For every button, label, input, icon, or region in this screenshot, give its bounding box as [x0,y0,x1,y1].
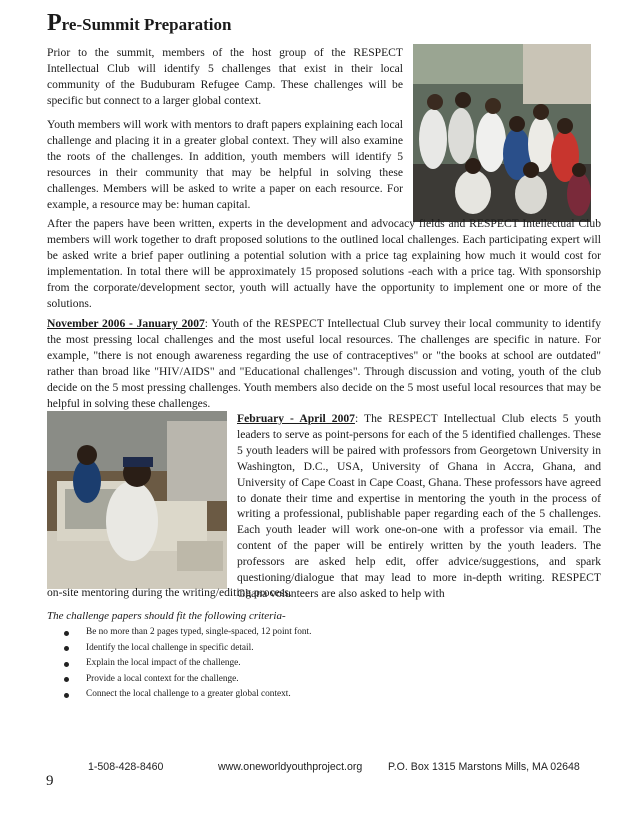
footer-website: www.oneworldyouthproject.org [218,761,363,773]
paragraph-prior-to-summit: Prior to the summit, members of the host group of the RESPECT Intellectual Club will identify 5 challenges that exist in their local community of the Buduburam Refugee Camp. These challenges will be specific but connect to a larger global context. [47,46,403,107]
list-item: Explain the local impact of the challenge. [64,656,311,672]
mentors-paragraph-block [47,117,403,212]
list-item: Connect the local challenge to a greater global context. [64,687,311,703]
paragraph-february-april [237,411,601,602]
bullet-icon [64,693,69,698]
computer-lab-photo-image [47,411,227,589]
date-nov-jan: November 2006 - January 2007 [47,317,205,330]
intro-paragraph [47,45,403,109]
list-item: Be no more than 2 pages typed, single-spaced, 12 point font. [64,625,311,641]
group-photo [413,44,591,222]
february-paragraph-tail [47,585,601,601]
title-initial: P [47,10,62,36]
computer-lab-photo [47,411,227,589]
date-feb-apr: February - April 2007 [237,412,355,425]
solutions-paragraph-block [47,216,601,311]
paragraph-november-january [47,316,601,411]
list-item: Provide a local context for the challenge. [64,672,311,688]
group-photo-image [413,44,591,222]
bullet-icon [64,646,69,651]
title-rest: re-Summit Preparation [61,15,232,34]
page-number: 9 [46,773,54,789]
paragraph-after-papers: After the papers have been written, experts in the development and advocacy fields and RESPECT Intellectual Club members will work together to draft proposed solutions to the outlined local challenges. Each participating expert will be asked write a brief paper outlining a potential solution with a price tag explaining how much it would cost for implementation. In total there will be approximately 15 proposed solutions -each with a price tag. With sponsorship from the corporate/development sector, youth will actually have the opportunity to implement one or more of the solutions. [47,217,601,310]
bullet-icon [64,677,69,682]
footer-phone: 1-508-428-8460 [88,761,164,773]
november-paragraph-block [47,316,601,411]
footer-address: P.O. Box 1315 Marstons Mills, MA 02648 [388,761,580,773]
bullet-icon [64,631,69,636]
nov-jan-text: : Youth of the RESPECT Intellectual Club survey their local community to identify the most pressing local challenges and the most useful local resources. The challenges are specific in nature. For example, "there is not enough awareness regarding the use of contraceptives" or "the books at school are outdated" rather than broad like "HIV/AIDS" and "Educational challenges". Through discussion and voting, youth of the club decide on the 5 most pressing challenges. Youth members also decide on the 5 most useful local resources that may be helpful in solving these challenges. [47,317,601,410]
paragraph-february-april-tail: on-site mentoring during the writing/editing process. [47,586,292,599]
criteria-intro: The challenge papers should fit the following criteria- [47,610,286,622]
paragraph-youth-mentors: Youth members will work with mentors to draft papers explaining each local challenge and placing it in a greater global context. They will also examine the roots of the challenges. In addition, youth members will identify 5 resources in their community that may be helpful in solving these challenges. Members will be asked to write a paper on each resource. For example, a resource may be: human capital. [47,118,403,211]
criteria-list [64,625,311,703]
bullet-icon [64,662,69,667]
february-paragraph-block [237,411,601,602]
list-item: Identify the local challenge in specific detail. [64,641,311,657]
feb-apr-text: : The RESPECT Intellectual Club elects 5 youth leaders to serve as point-persons for each of the 5 identified challenges. These 5 youth leaders will be paired with professors from Georgetown University in Washington, D.C., USA, University of Ghana in Accra, Ghana, and University of Cape Coast in Cape Coast, Ghana. These professors have agreed to donate their time and expertise in mentoring the youth in the process of writing a professional, publishable paper regarding each of the 5 challenges. Each youth leader will work one-on-one with a professor via email. The content of the paper will be entirely written by the youth leaders. The professors are asked help edit, offer advice/suggestions, and spark questioning/dialogue that may lead to more in-depth writing. RESPECT Ghana volunteers are also asked to help with [237,412,601,600]
page-title [47,10,232,37]
